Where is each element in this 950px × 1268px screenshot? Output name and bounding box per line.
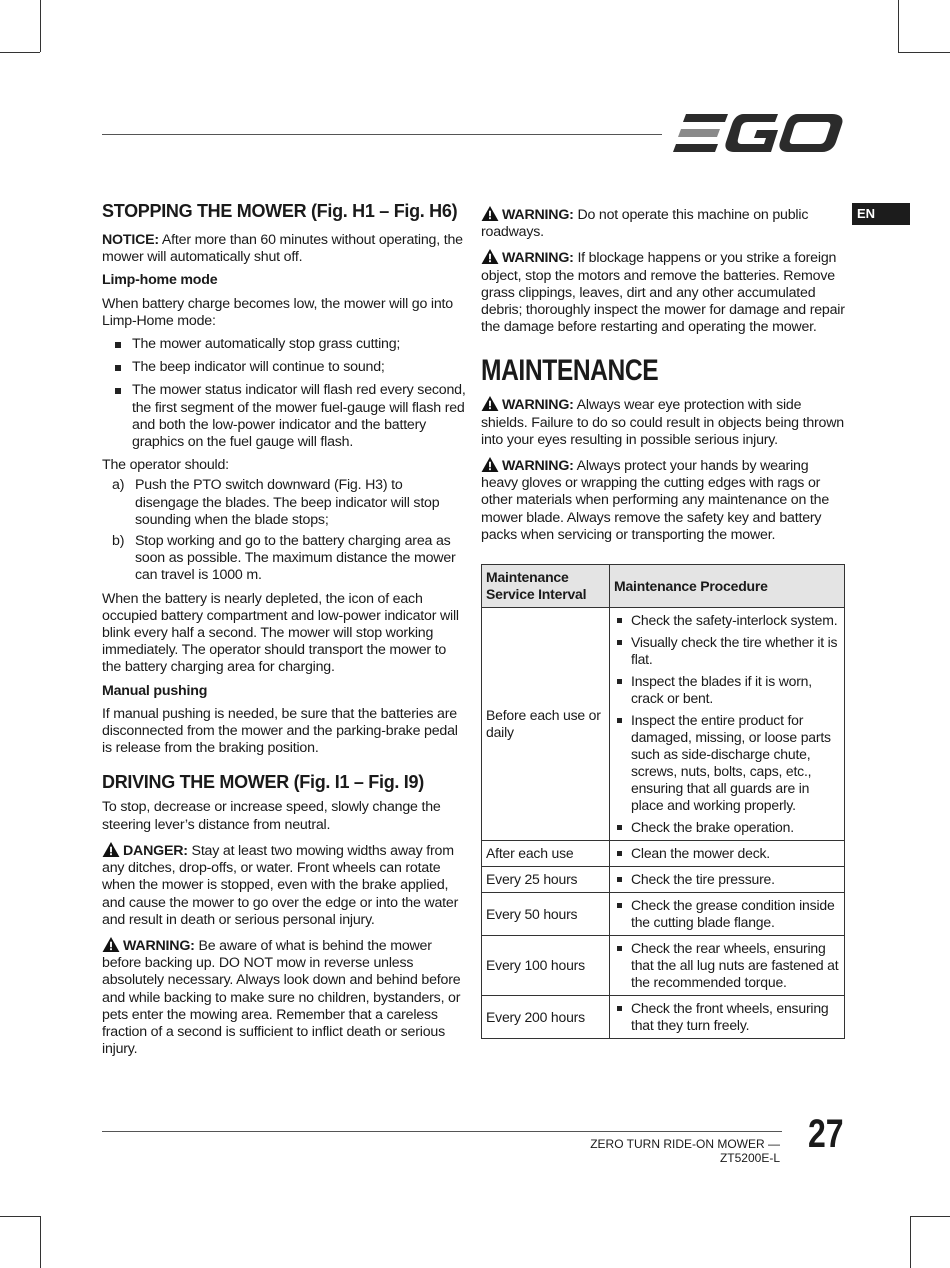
limp-intro: When battery charge becomes low, the mower will go into Limp-Home mode: bbox=[102, 295, 453, 329]
driving-title: DRIVING THE MOWER (Fig. I1 – Fig. I9) bbox=[102, 772, 424, 793]
list-item bbox=[102, 533, 466, 585]
table-row bbox=[482, 608, 845, 841]
list-item: The mower automatically stop grass cutting; bbox=[102, 336, 466, 353]
interval-cell: Every 200 hours bbox=[482, 996, 610, 1039]
procedure-list bbox=[610, 940, 842, 991]
danger-label: DANGER: bbox=[123, 842, 188, 859]
table-row bbox=[482, 936, 845, 996]
operator-list bbox=[102, 477, 466, 584]
list-item: Inspect the entire product for damaged, missing, or loose parts such as side-discharge chute, screws, nuts, bolts, caps, etc., ensuring that all guards are in place and working properly. bbox=[610, 712, 842, 814]
interval-cell: Before each use or daily bbox=[482, 608, 610, 841]
operator-should: The operator should: bbox=[102, 457, 229, 474]
warning-label: WARNING: bbox=[123, 937, 195, 954]
table-header-cell: Maintenance Procedure bbox=[610, 565, 845, 608]
notice-text: After more than 60 minutes without operating, the mower will automatically shut off. bbox=[102, 232, 463, 266]
procedure-list bbox=[610, 871, 842, 888]
procedure-list bbox=[610, 897, 842, 931]
procedure-cell bbox=[610, 608, 845, 841]
list-item: Check the brake operation. bbox=[610, 819, 842, 836]
manual-paragraph: If manual pushing is needed, be sure that the batteries are disconnected from the mower and the parking-brake pedal is release from the braking position. bbox=[102, 705, 458, 757]
stopping-title: STOPPING THE MOWER (Fig. H1 – Fig. H6) bbox=[102, 201, 458, 221]
crop-mark bbox=[898, 0, 899, 52]
list-item: The mower status indicator will flash red every second, the first segment of the mower fuel-gauge will flash red and both the low-power indicator and the battery graphics on the fuel gauge will flash. bbox=[102, 382, 466, 451]
list-item: Check the safety-interlock system. bbox=[610, 612, 842, 629]
procedure-cell bbox=[610, 867, 845, 893]
warning-triangle-icon bbox=[481, 396, 499, 411]
warning-label: WARNING: bbox=[502, 458, 574, 475]
procedure-cell bbox=[610, 841, 845, 867]
table-header-cell: Maintenance Service Interval bbox=[482, 565, 610, 608]
warning-label: WARNING: bbox=[502, 207, 574, 223]
warning-paragraph bbox=[102, 937, 466, 1058]
maintenance-table bbox=[481, 564, 845, 1039]
crop-mark bbox=[40, 0, 41, 52]
warning-triangle-icon bbox=[481, 249, 499, 264]
list-item: Visually check the tire whether it is flat. bbox=[610, 634, 842, 668]
limp-list bbox=[102, 336, 466, 451]
list-item-text: Push the PTO switch downward (Fig. H3) to disengage the blades. The beep indicator will stop sounding when the blade stops; bbox=[135, 477, 440, 528]
warning-paragraph bbox=[481, 457, 845, 544]
table-header-row bbox=[482, 565, 845, 608]
table-row bbox=[482, 867, 845, 893]
depleted-paragraph: When the battery is nearly depleted, the icon of each occupied battery compartment and low-power indicator will blink every half a second. The mower will stop working immediately. The operator should transport the mower to the battery charging area for charging. bbox=[102, 590, 459, 676]
crop-mark bbox=[910, 1216, 950, 1217]
header-rule bbox=[102, 134, 662, 135]
procedure-list bbox=[610, 845, 842, 862]
crop-mark bbox=[910, 1216, 911, 1268]
crop-mark bbox=[40, 1216, 41, 1268]
crop-mark bbox=[0, 1216, 40, 1217]
footer-rule bbox=[102, 1131, 782, 1132]
list-item: The beep indicator will continue to sound; bbox=[102, 359, 466, 376]
notice-paragraph bbox=[102, 232, 466, 266]
procedure-list bbox=[610, 1000, 842, 1034]
procedure-cell bbox=[610, 936, 845, 996]
list-item: Check the rear wheels, ensuring that the all lug nuts are fastened at the recommended torque. bbox=[610, 940, 842, 991]
driving-paragraph: To stop, decrease or increase speed, slowly change the steering lever’s distance from neutral. bbox=[102, 799, 441, 833]
warning-triangle-icon bbox=[102, 937, 120, 952]
page-number: 27 bbox=[808, 1112, 844, 1156]
procedure-cell bbox=[610, 893, 845, 936]
list-item bbox=[102, 477, 466, 529]
warning-triangle-icon bbox=[481, 206, 499, 221]
language-tab: EN bbox=[852, 203, 910, 225]
warning-triangle-icon bbox=[102, 842, 120, 857]
procedure-list bbox=[610, 612, 842, 836]
table-row bbox=[482, 996, 845, 1039]
manual-title: Manual pushing bbox=[102, 682, 208, 699]
list-item-text: Stop working and go to the battery charging area as soon as possible. The maximum distance the mower can travel is 1000 m. bbox=[135, 533, 456, 584]
list-item: Check the tire pressure. bbox=[610, 871, 842, 888]
list-marker: a) bbox=[112, 477, 125, 494]
right-column bbox=[481, 206, 845, 1039]
interval-cell: After each use bbox=[482, 841, 610, 867]
warning-paragraph bbox=[481, 249, 845, 336]
list-item: Clean the mower deck. bbox=[610, 845, 842, 862]
interval-cell: Every 100 hours bbox=[482, 936, 610, 996]
notice-label: NOTICE: bbox=[102, 232, 159, 248]
warning-text: Be aware of what is behind the mower before backing up. DO NOT mow in reverse unless absolutely necessary. Always look down and behind before and while backing to make sure no children, bystanders, or pets enter the mowing area. Remember that a careless fraction of a second is sufficient to inflict death or serious injury. bbox=[102, 937, 461, 1058]
warning-text: Always wear eye protection with side shields. Failure to do so could result in objects being thrown into your eyes resulting in possible serious injury. bbox=[481, 397, 844, 448]
maintenance-title: MAINTENANCE bbox=[481, 354, 659, 388]
warning-label: WARNING: bbox=[502, 250, 574, 267]
warning-text: Always protect your hands by wearing heavy gloves or wrapping the cutting edges with rags or other materials when performing any maintenance on the mower blade. Always remove the safety key and battery packs when servicing or transporting the mower. bbox=[481, 458, 830, 543]
danger-paragraph bbox=[102, 842, 466, 929]
warning-paragraph bbox=[481, 396, 845, 449]
ego-logo bbox=[672, 112, 844, 154]
list-marker: b) bbox=[112, 533, 125, 550]
left-column bbox=[102, 200, 466, 1064]
list-item: Inspect the blades if it is worn, crack or bent. bbox=[610, 673, 842, 707]
footer-product-name: ZERO TURN RIDE-ON MOWER — ZT5200E-L bbox=[590, 1137, 780, 1165]
warning-paragraph bbox=[481, 206, 845, 241]
table-row bbox=[482, 841, 845, 867]
list-item: Check the grease condition inside the cutting blade flange. bbox=[610, 897, 842, 931]
danger-text: Stay at least two mowing widths away from any ditches, drop-offs, or water. Front wheels can rotate when the mower is stopped, even with the brake applied, and cause the mower to go over the edge or into the water and result in death or serious personal injury. bbox=[102, 842, 459, 928]
warning-text: If blockage happens or you strike a foreign object, stop the motors and remove the batteries. Remove grass clippings, leaves, dirt and any other accumulated debris; thoroughly inspect the mower for damage and repair the damage before restarting and operating the mower. bbox=[481, 250, 845, 336]
list-item: Check the front wheels, ensuring that they turn freely. bbox=[610, 1000, 842, 1034]
crop-mark bbox=[0, 52, 40, 53]
warning-triangle-icon bbox=[481, 457, 499, 472]
table-row bbox=[482, 893, 845, 936]
warning-text: Do not operate this machine on public roadways. bbox=[481, 207, 809, 241]
warning-label: WARNING: bbox=[502, 397, 574, 414]
procedure-cell bbox=[610, 996, 845, 1039]
interval-cell: Every 50 hours bbox=[482, 893, 610, 936]
interval-cell: Every 25 hours bbox=[482, 867, 610, 893]
limp-title: Limp-home mode bbox=[102, 272, 218, 289]
crop-mark bbox=[898, 52, 950, 53]
